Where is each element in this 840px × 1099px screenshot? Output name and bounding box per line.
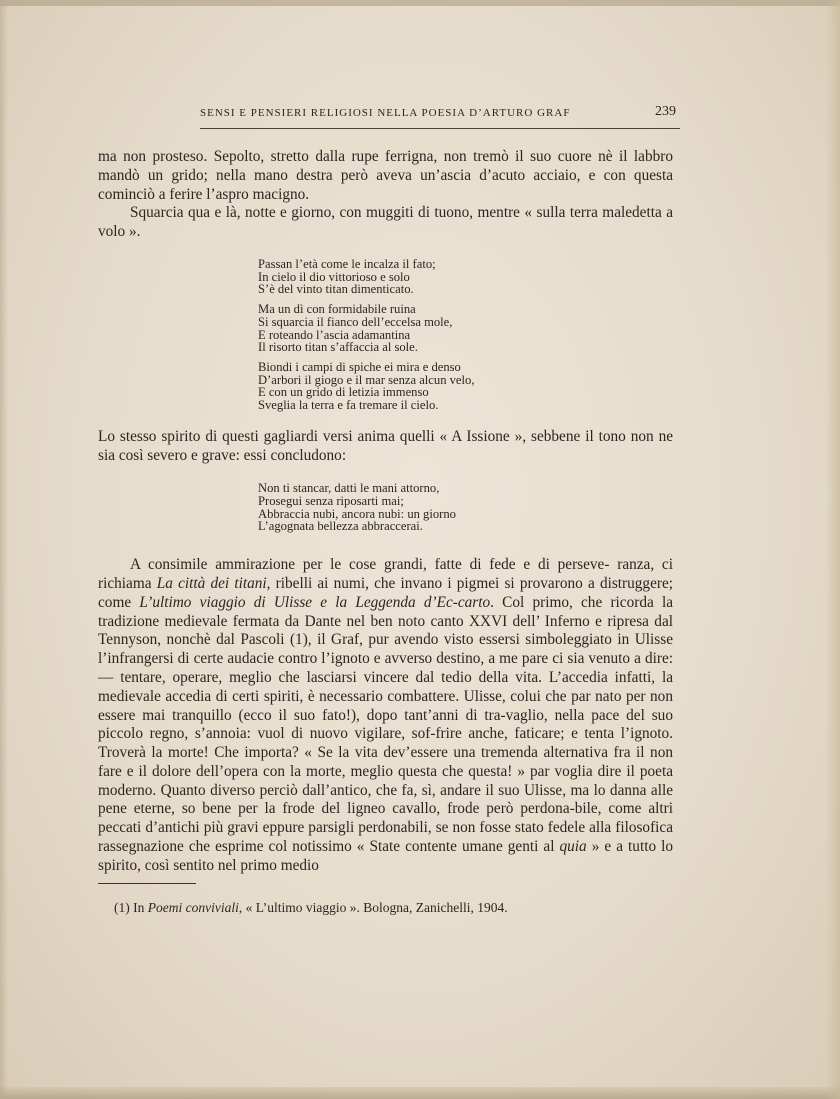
verse-line: E roteando l’ascia adamantina — [258, 327, 411, 342]
stanza — [258, 258, 673, 296]
paragraph-1 — [98, 148, 673, 204]
italic-title: La città dei titani — [156, 574, 267, 592]
text-line: contente umane genti al — [405, 838, 560, 856]
text-line: tentare, operare, meglio che lasciarsi vincere dal tedio della vita. L’accedia infatti, — [120, 668, 656, 686]
text-line: il Graf, pur avendo visto essersi simboleggiato in Ulisse l’infrangersi di certe — [98, 631, 674, 668]
footnote-italic-title: Poemi conviviali — [147, 900, 239, 915]
text-line: vita dev’essere una tremenda alternativa fra il non fare e il dolore dell’opera — [98, 744, 673, 780]
text-line: Lo stesso spirito di questi gagliardi versi anima quelli « A Issione », sebbene — [98, 427, 581, 445]
text-line: acciaio, e con questa cominciò a ferire l’aspro macigno. — [98, 166, 673, 203]
page-edge-right — [826, 0, 840, 1099]
paragraph-2 — [98, 204, 673, 242]
text-line: terra maledetta a volo ». — [98, 204, 673, 241]
verse-block-2 — [258, 482, 673, 533]
text-line: » e a tutto lo spirito, così sentito nel primo medio — [98, 838, 674, 874]
footnote-text: (1) In — [114, 900, 148, 915]
text-line: vaglio, nella pace del suo piccolo regno, s’annoia: vuol di nuovo vigilare, sof- — [98, 706, 673, 743]
verse-line: L’agognata bellezza abbraccerai. — [258, 519, 423, 534]
text-line: Quanto diverso perciò dall’antico, che fa, sì, andare il suo Ulisse, ma lo danna — [160, 781, 647, 799]
verse-block-1 — [258, 258, 673, 412]
text-line: . Col primo, che ricorda la tradizione medievale fermata da Dante nel — [98, 593, 673, 630]
verse-line: Si squarcia il fianco dell’eccelsa mole, — [258, 314, 453, 329]
page-edge-bottom — [0, 1087, 840, 1099]
page-edge-top — [0, 0, 840, 6]
footnote — [114, 900, 508, 916]
verse-line: S’è del vinto titan dimenticato. — [258, 282, 414, 297]
text-line: provarono a distruggere; come — [98, 574, 674, 611]
verse-line: Passan l’età come le incalza il fato; — [258, 256, 436, 271]
paragraph-3 — [98, 428, 673, 466]
verse-line: Prosegui senza riposarti mai; — [258, 494, 404, 509]
text-line: fosse stato fedele alla filosofica rassegnazione che esprime col notissimo « State — [98, 819, 673, 856]
text-line: , ribelli ai numi, che invano i pigmei si — [266, 574, 515, 592]
italic-word: quia — [559, 838, 587, 856]
verse-line: Sveglia la terra e fa tremare il cielo. — [258, 398, 439, 413]
page-edge-left — [0, 0, 8, 1099]
text-line: alle pene eterne, so bene per la frode del ligneo cavallo, frode però perdona- — [98, 781, 673, 818]
text-line: ranza, ci richiama — [98, 556, 673, 592]
verse-line: E con un grido di letizia immenso — [258, 385, 429, 400]
verse-line: D’arbori il giogo e il mar senza alcun velo, — [258, 372, 475, 387]
running-title: SENSI E PENSIERI RELIGIOSI NELLA POESIA D’ARTURO GRAF — [200, 107, 571, 119]
verse-line: Biondi i campi di spiche ei mira e denso — [258, 359, 461, 374]
verse-line: In cielo il dio vittorioso e solo — [258, 269, 410, 284]
verse-line: Non ti stancar, datti le mani attorno, — [258, 481, 440, 496]
italic-title: carto — [457, 593, 491, 611]
body-text — [98, 148, 673, 876]
text-line: il tono non ne sia così severo e grave: essi concludono: — [98, 427, 674, 464]
page-number: 239 — [655, 104, 676, 119]
stanza — [258, 361, 673, 412]
verse-line: Ma un dì con formidabile ruina — [258, 302, 416, 317]
text-line: par nato per non essere mai tranquillo (ecco il suo fato!), dopo tant’anni di tra- — [98, 687, 673, 724]
text-line: A consimile ammirazione per le cose grandi, fatte di fede e di perseve- — [130, 556, 610, 574]
text-line: nè il labbro mandò un grido; nella mano destra però aveva un’ascia d’acuto — [98, 148, 673, 184]
stanza — [258, 303, 673, 354]
text-line: ben noto canto XXVI dell’ Inferno e ripresa dal Tennyson, nonchè dal Pascoli (1), — [98, 612, 673, 649]
header-rule — [200, 128, 680, 129]
verse-line: Il risorto titan s’affaccia al sole. — [258, 340, 418, 355]
text-line: bile, come altri peccati d’antichi più gravi eppure parsigli perdonabili, se non — [98, 800, 673, 837]
verse-line: Abbraccia nubi, ancora nubi: un giorno — [258, 506, 456, 521]
footnote-rule — [98, 883, 196, 884]
text-line: ma non prosteso. Sepolto, stretto dalla rupe ferrigna, non tremò il suo cuore — [98, 148, 592, 165]
text-line: Squarcia qua e là, notte e giorno, con muggiti di tuono, mentre « sulla — [130, 204, 566, 222]
italic-title: L’ultimo viaggio di Ulisse e la Leggenda d’Ec- — [139, 593, 458, 611]
footnote-text: , « L’ultimo viaggio ». Bologna, Zanichelli, 1904. — [238, 900, 508, 915]
text-line: audacie contro l’ignoto e avverso destino, a me pare ci sia venuto a dire: — — [98, 650, 673, 686]
text-line: la medievale accedia di certi spiriti, è necessario combattere. Ulisse, colui che — [98, 668, 673, 705]
text-line: con la morte, meglio questa che questa! » par voglia dire il poeta moderno. — [98, 762, 674, 799]
text-line: frire anche, faticare; e tenta l’ignoto. Troverà la morte! Che importa? « Se la — [98, 725, 673, 762]
paragraph-4 — [98, 556, 673, 876]
